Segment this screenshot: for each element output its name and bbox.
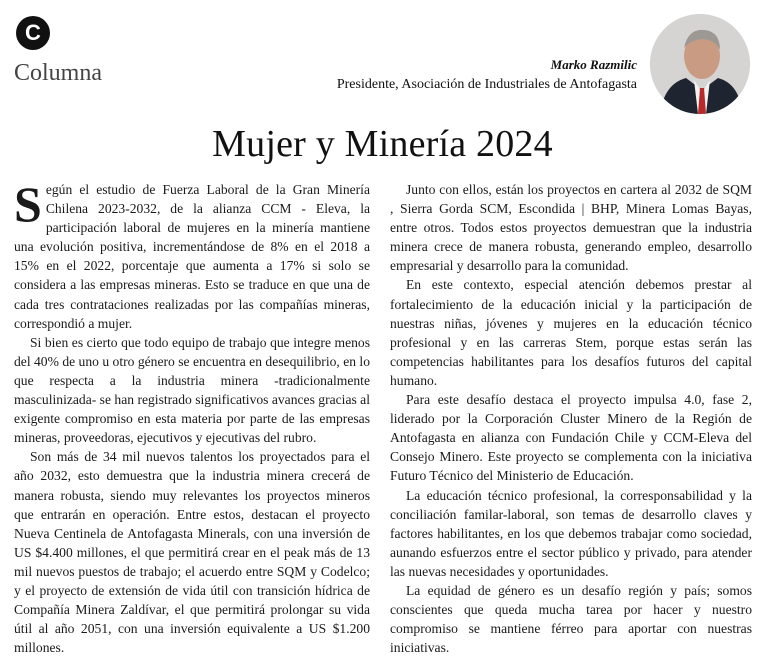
section-label: Columna xyxy=(14,60,102,86)
article-paragraph: Si bien es cierto que todo equipo de trabajo que integre menos del 40% de uno u otro género se encuentra en desequilibrio, en lo que respecta a la industria minera -tradicionalmente masculinizada- se han registrado significativos avances gracias al exigente compromiso en esta materia por parte de las empresas mineras, proveedoras, ejecutivos y ejecutivas del rubro. xyxy=(14,334,370,446)
article-column-left xyxy=(14,176,370,657)
article-paragraph xyxy=(14,176,370,333)
paragraph-text: egún el estudio de Fuerza Laboral de la Gran Minería Chilena 2023-2032, de la alianza CCM - Eleva, la participación laboral de mujeres en la minería mantiene una evolución positiva, incrementándose de 8% en el 2018 a 15% en el 2022, porcentaje que aumenta a 17% si solo se considera a las empresas mineras. Esto se traduce en que una de cada tres contrataciones realizadas por las compañías mineras, correspondió a mujer. xyxy=(14,182,370,331)
article-paragraph: Son más de 34 mil nuevos talentos los proyectados para el año 2032, esto demuestra que la industria minera crecerá de manera robusta, siendo muy relevantes los proyectos mineros que entrarán en operación. Entre estos, destacan el proyecto Nueva Centinela de Antofagasta Minerals, con una inversión de US $4.400 millones, el que permitirá crear en el peak más de 13 mil nuevos puestos de trabajo; el acuerdo entre SQM y Codelco; y el proyecto de extensión de vida útil con transición hídrica de Compañía Minera Zaldívar, el que permitirá prolongar su vida útil al año 2051, con una inversión equivalente a US $1.200 millones. xyxy=(14,449,370,656)
article-paragraph: La equidad de género es un desafío región y país; somos conscientes que queda mucha tarea por hacer y nuestro compromiso se mantiene férreo para aportar con nuestras iniciativas. xyxy=(390,582,752,656)
drop-cap: S xyxy=(14,176,42,232)
author-photo xyxy=(650,14,750,114)
author-role: Presidente, Asociación de Industriales de Antofagasta xyxy=(336,77,637,92)
article-paragraph: Para este desafío destaca el proyecto impulsa 4.0, fase 2, liderado por la Corporación Cluster Minero de la Región de Antofagasta en alianza con Fundación Chile y CCM-Eleva del Consejo Minero. Este proyecto se complementa con la iniciativa Futuro Técnico del Ministerio de Educación. xyxy=(390,392,752,484)
badge-letter: C xyxy=(25,20,41,45)
author-name: Marko Razmilic xyxy=(550,57,637,72)
article-column-right xyxy=(390,180,752,657)
column-badge xyxy=(16,16,50,50)
author-byline xyxy=(337,57,637,93)
article-paragraph: Junto con ellos, están los proyectos en cartera al 2032 de SQM , Sierra Gorda SCM, Escondida | BHP, Minera Lomas Bayas, entre otros. Todos estos proyectos demuestran que la industria minera crece de manera robusta, generando empleo, desarrollo empresarial y desarrollo para la comunidad. xyxy=(390,182,752,274)
author-portrait-image xyxy=(650,14,750,114)
article-paragraph: La educación técnico profesional, la corresponsabilidad y la conciliación familar-laboral, son temas de desarrollo claves y factores habilitantes, en los que debemos trabajar como sociedad, aunando esfuerzos entre el sector público y privado, para atender las nuevas necesidades y oportunidades. xyxy=(390,487,752,579)
article-paragraph: En este contexto, especial atención debemos prestar al fortalecimiento de la educación inicial y la participación de nuestras niñas, jóvenes y mujeres en la educación técnico profesional y en las carreras Stem, porque estas serán las competencias habilitantes para los desafíos futuros del capital humano. xyxy=(390,277,752,388)
article-title: Mujer y Minería 2024 xyxy=(212,123,553,165)
